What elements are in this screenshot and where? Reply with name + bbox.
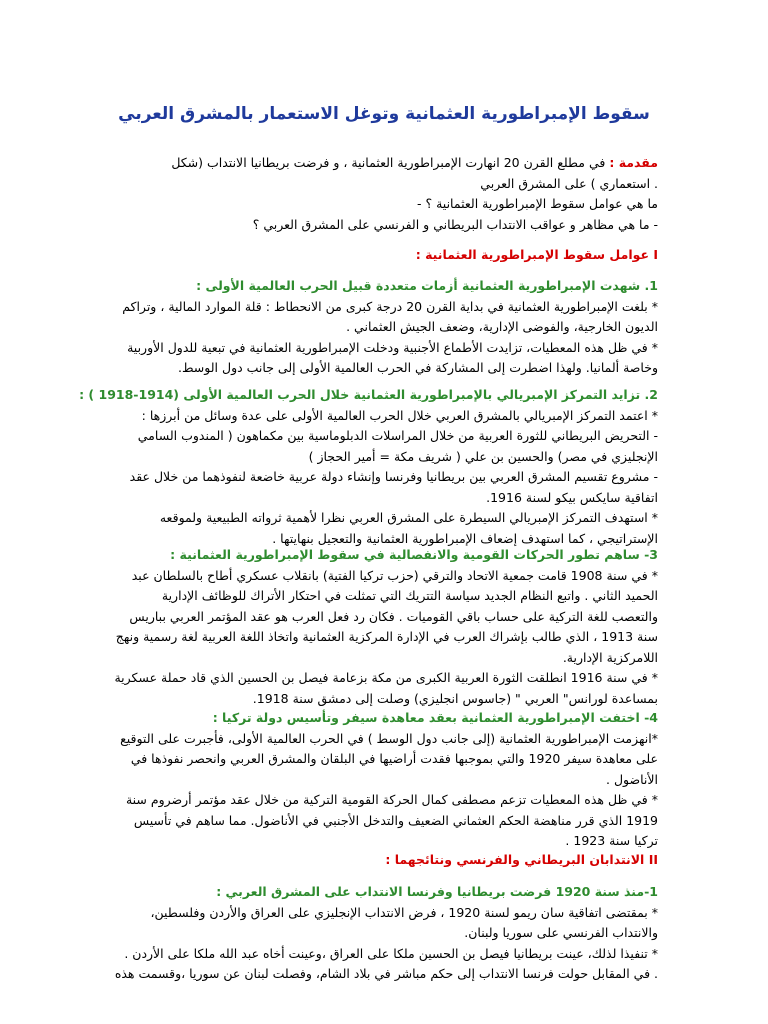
paragraph-line: سنة 1913 ، الذي طالب بإشراك العرب في الإدارة المركزية العثمانية واتخاذ اللغة العربية لغة رسمية ونهج — [115, 629, 658, 644]
section1-sub1 — [108, 276, 658, 379]
sub2-heading: 2. تزايد التمركز الإمبريالي بالإمبراطورية العثمانية خلال الحرب العالمية الأولى (1914-1918 ) : — [79, 387, 658, 402]
paragraph-line: تركيا سنة 1923 . — [565, 833, 658, 848]
paragraph-line: * استهدف التمركز الإمبريالي السيطرة على المشرق العربي نظرا لأهمية ثرواته الطبيعية ولموقعه — [159, 510, 658, 525]
section1-heading: I عوامل سقوط الإمبراطورية العثمانية : — [415, 247, 658, 262]
intro-label: مقدمة : — [609, 155, 658, 170]
paragraph-line: . في المقابل حولت فرنسا الانتداب إلى حكم مباشر في بلاد الشام، وفصلت لبنان عن سوريا ،وقسمت هذه — [114, 966, 658, 981]
paragraph-line: الحميد الثاني . واتبع النظام الجديد سياسة التتريك التي تمثلت في احتكار الأتراك للوظائف الإدارية — [161, 588, 658, 603]
paragraph-line: - التحريض البريطاني للثورة العربية من خلال المراسلات الدبلوماسية بين مكماهون ( المندوب السامي — [137, 428, 658, 443]
paragraph-line: * بلغت الإمبراطورية العثمانية في بداية القرن 20 درجة كبرى من الانحطاط : قلة الموارد المالية ، وتراكم — [122, 298, 658, 314]
paragraph-line: 1919 الذي قرر مناهضة الحكم العثماني الضعيف والتدخل الأجنبي في الأناضول. مما ساهم في تأسيس — [133, 812, 658, 828]
paragraph-line: * في سنة 1916 انطلقت الثورة العربية الكبرى من مكة بزعامة فيصل بن الحسين الذي قاد حملة عسكرية — [114, 670, 658, 685]
paragraph-line: * تنفيذا لذلك، عينت بريطانيا فيصل بن الحسين ملكا على العراق ،وعينت أخاه عبد الله ملكا على الأردن . — [124, 945, 658, 961]
intro-line-4: - ما هي مظاهر و عواقب الانتداب البريطاني و الفرنسي على المشرق العربي ؟ — [252, 216, 658, 232]
section2-sub1-heading: 1-منذ سنة 1920 فرضت بريطانيا وفرنسا الانتداب على المشرق العربي : — [216, 884, 658, 899]
section2-sub1 — [108, 882, 658, 985]
intro-block — [108, 153, 658, 235]
section1-sub2 — [79, 385, 658, 549]
page-title: سقوط الإمبراطورية العثمانية وتوغل الاستعمار بالمشرق العربي — [118, 104, 650, 124]
sub4-heading: 4- اختفت الإمبراطورية العثمانية بعقد معاهدة سيفر وتأسيس دولة تركيا : — [212, 710, 658, 725]
paragraph-line: الإنجليزي في مصر) والحسين بن علي ( شريف مكة = أمير الحجاز ) — [308, 448, 658, 464]
intro-line-1: مقدمة : في مطلع القرن 20 انهارت الإمبراطورية العثمانية ، و فرضت بريطانيا الانتداب (شكل — [171, 155, 658, 170]
paragraph-line: * في ظل هذه المعطيات، تزايدت الأطماع الأجنبية ودخلت الإمبراطورية العثمانية في تبعية للدول الأوربية — [127, 339, 658, 355]
section2-heading-block — [108, 850, 658, 871]
intro-line-2: . استعماري ) على المشرق العربي — [480, 175, 658, 191]
paragraph-line: وخاصة ألمانيا. ولهذا اضطرت إلى المشاركة في الحرب العالمية الأولى إلى جانب دول الوسط. — [177, 360, 658, 375]
paragraph-line: بمساعدة لورانس" العربي " (جاسوس انجليزي) وصلت إلى دمشق سنة 1918. — [252, 690, 658, 706]
intro-line-3: ما هي عوامل سقوط الإمبراطورية العثمانية ؟ - — [417, 196, 658, 211]
paragraph-line: * في سنة 1908 قامت جمعية الاتحاد والترقي (حزب تركيا الفتية) بانقلاب عسكري أطاح بالسلطان عبد — [131, 567, 658, 583]
paragraph-line: على معاهدة سيفر 1920 والتي بموجبها فقدت أراضيها في البلقان والمشرق العربي وانحصر نفوذها في — [130, 751, 658, 766]
paragraph-line: * بمقتضى اتفاقية سان ريمو لسنة 1920 ، فرض الانتداب الإنجليزي على العراق والأردن وفلسطين، — [150, 904, 658, 920]
paragraph-line: الأناضول . — [606, 771, 658, 787]
section1-sub4 — [108, 708, 658, 852]
paragraph-line: * اعتمد التمركز الإمبريالي بالمشرق العربي خلال الحرب العالمية الأولى على عدة وسائل من أبرزها : — [141, 407, 658, 423]
paragraph-line: الديون الخارجية، والفوضى الإدارية، وضعف الجيش العثماني . — [346, 319, 658, 334]
paragraph-line: والتعصب للغة التركية على حساب باقي القوميات . فكان رد فعل العرب هو عقد المؤتمر العربي بباريس — [129, 608, 658, 624]
section2-heading: II الانتدابان البريطاني والفرنسي ونتائجهما : — [385, 852, 658, 867]
section1-heading-block — [108, 245, 658, 266]
paragraph-line: اللامركزية الإدارية. — [562, 649, 658, 665]
section1-sub3 — [108, 545, 658, 709]
paragraph-line: * في ظل هذه المعطيات تزعم مصطفى كمال الحركة القومية التركية من خلال عقد مؤتمر أرضروم سنة — [125, 792, 658, 807]
paragraph-line: اتفاقية سايكس بيكو لسنة 1916. — [486, 489, 658, 505]
paragraph-line: - مشروع تقسيم المشرق العربي بين بريطانيا وفرنسا وإنشاء دولة عربية خاضعة لنفوذهما من خلال عقد — [129, 469, 658, 484]
sub1-heading: 1. شهدت الإمبراطورية العثمانية أزمات متعددة قبيل الحرب العالمية الأولى : — [196, 278, 658, 293]
sub3-heading: 3- ساهم تطور الحركات القومية والانفصالية في سقوط الإمبراطورية العثمانية : — [170, 547, 658, 562]
paragraph-line: والانتداب الفرنسي على سوريا ولبنان. — [464, 925, 658, 940]
paragraph-line: *انهزمت الإمبراطورية العثمانية (إلى جانب دول الوسط ) في الحرب العالمية الأولى، فأجبرت على التوقيع — [120, 730, 658, 746]
paragraph-line: الإستراتيجي ، كما استهدف إضعاف الإمبراطورية العثمانية والتعجيل بنهايتها . — [272, 530, 658, 546]
